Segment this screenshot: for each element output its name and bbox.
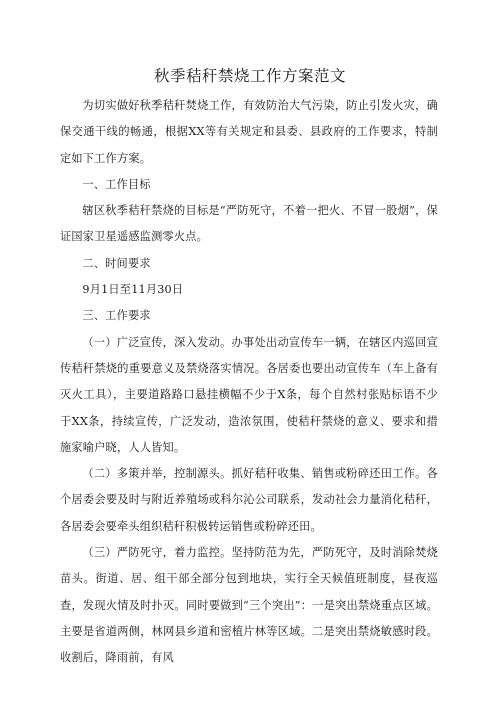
section-heading-goal: 一、工作目标: [82, 177, 151, 191]
document-title: 秋季秸秆禁烧工作方案范文: [153, 67, 346, 85]
document-body: [60, 93, 438, 672]
section-heading-time: 二、时间要求: [82, 256, 151, 270]
intro-paragraph: 为切实做好秋季秸秆焚烧工作，有效防治大气污染，防止引发火灾，确保交通干线的畅通，根据XX等有关规定和县委、县政府的工作要求，特制定如下工作方案。: [60, 99, 438, 165]
goal-paragraph: 辖区秋季秸秆禁烧的目标是“严防死守，不着一把火、不冒一股烟”，保证国家卫星遥感监测零火点。: [60, 204, 438, 244]
requirement-paragraph-3: （三）严防死守，着力监控。坚持防范为先，严防死守，及时消除焚烧苗头。街道、居、组干部全部分包到地块，实行全天候值班制度，昼夜巡查，发现火情及时扑灭。同时要做到“三个突出”：一是突出禁烧重点区域。主要是省道两侧，林网县乡道和密植片林等区域。二是突出禁烧敏感时段。收割后，降雨前，有风: [60, 546, 438, 665]
section-heading-requirements: 三、工作要求: [82, 309, 151, 323]
requirement-paragraph-2: （二）多策并举，控制源头。抓好秸秆收集、销售或粉碎还田工作。各个居委会要及时与附近养殖场或科尔沁公司联系，发动社会力量消化秸秆，各居委会要牵头组织秸秆积极转运销售或粉碎还田。: [60, 467, 438, 533]
requirement-paragraph-1: （一）广泛宣传，深入发动。办事处出动宣传车一辆，在辖区内巡回宣传秸秆禁烧的重要意义及禁烧落实情况。各居委也要出动宣传车（车上备有灭火工具），主要道路路口悬挂横幅不少于X条，每个自然村张贴标语不少于XX条，持续宣传，广泛发动，造浓氛围，使秸秆禁烧的意义、要求和措施家喻户晓，人人皆知。: [60, 335, 438, 454]
time-paragraph: 9月1日至11月30日: [82, 283, 184, 297]
